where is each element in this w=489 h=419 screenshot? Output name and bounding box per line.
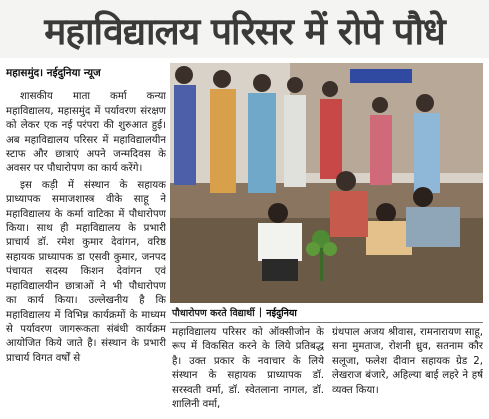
headline: महाविद्यालय परिसर में रोपे पौधे xyxy=(0,0,489,58)
divider xyxy=(170,322,483,323)
photo-caption xyxy=(170,304,483,321)
photo-illustration xyxy=(170,63,483,303)
bottom-column-1: महाविद्यालय परिसर को ऑक्सीजोन के रूप में विकसित करने के लिये प्रतिबद्ध है। उक्त प्रकार के नवाचार के लिये संस्थान के सहायक प्राध्यापक डॉ. सरस्वती वर्मा, डॉ. स्वेतलाना नागल, डॉ. शालिनी वर्मा, xyxy=(172,327,324,411)
article-body xyxy=(0,60,489,419)
caption-separator: | xyxy=(258,307,263,318)
caption-text: पौधारोपण करते विद्यार्थी xyxy=(172,308,255,319)
dateline: महासमुंद। नईदुनिया न्यूज xyxy=(6,67,101,79)
paragraph-2: इस कड़ी में संस्थान के सहायक प्राध्यापक समाजशास्त्र वीके साहू ने महाविद्यालय के कर्मा वाटिका में पौधारोपण किया। साथ ही महाविद्यालय के प्रभारी प्राचार्य डॉ. रमेश कुमार देवांगन, वरिष्ठ सहायक प्राध्यापक डा एसवी कुमार, जनपद पंचायत सदस्य किशन देवांगन एवं महाविद्यालयीन छात्राओं ने भी पौधारोपण का कार्य किया। उल्लेखनीय है कि महाविद्यालय में विभिन्न कार्यक्रमों के माध्यम से पर्यावरण जागरूकता संबंधी कार्यक्रम आयोजित किये जाते है। संस्थान के प्रभारी प्राचार्य विगत वर्षों से xyxy=(6,179,166,364)
news-photo xyxy=(170,63,483,303)
bottom-column-2: ग्रंथपाल अजय श्रीवास, रामनारायण साहू, सना मुमताज, रोशनी ध्रुव, सतनाम कौर सलूजा, फलेश दीवान सहायक ग्रेड 2, लेखराज बंजारे, अहिल्या बाई लहरे ने हर्ष व्यक्त किया। xyxy=(332,327,483,396)
paragraph-1: शासकीय माता कर्मा कन्या महाविद्यालय, महासमुंद में पर्यावरण संरक्षण को लेकर एक नई परंपरा की शुरुआत हुई। अब महाविद्यालय परिसर में महाविद्यालयीन स्टाफ और छात्राएं अपने जन्मदिवस के अवसर पर पौधारोपण का कार्य करेंगे। xyxy=(6,91,166,175)
left-column xyxy=(6,66,166,416)
caption-brand: नईदुनिया xyxy=(266,308,297,319)
